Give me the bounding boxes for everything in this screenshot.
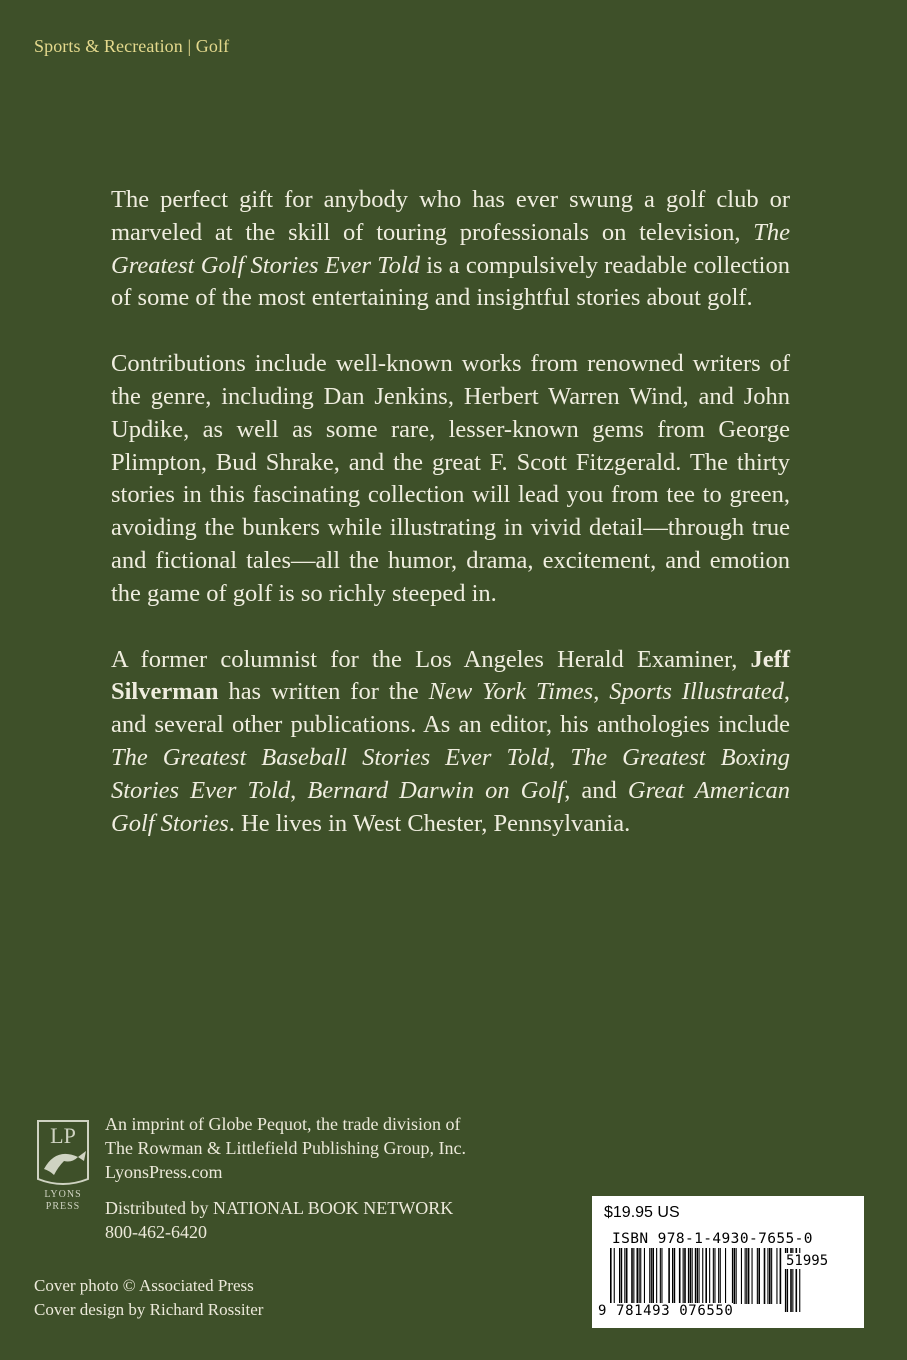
- barcode-bar: [757, 1248, 758, 1304]
- barcode-bar: [780, 1248, 782, 1304]
- barcode-bar: [649, 1248, 650, 1304]
- barcode-bar: [633, 1248, 634, 1304]
- author-name: Jeff Silverman: [111, 645, 790, 706]
- barcode-bar: [752, 1248, 753, 1304]
- barcode-bar: [626, 1248, 628, 1304]
- barcode-bar: [637, 1248, 639, 1304]
- svg-text:LYONS: LYONS: [44, 1189, 82, 1200]
- barcode-bar: [660, 1248, 661, 1304]
- barcode-bar: [702, 1248, 703, 1304]
- barcode-bar: [683, 1248, 684, 1304]
- barcode-bar: [764, 1248, 766, 1304]
- description-paragraph-2: Contributions include well-known works from renowned writers of the genre, including Dan Jenkins, Herbert Warren Wind, and John Updike, as well as some rare, lesser-known gems from George Plimpton, Bud Shrake, and the great F. Scott Fitzgerald. The thirty stories in this fascinating collection will lead you from tee to green, avoiding the bunkers while illustrating in vivid detail—through true and fictional tales—all the humor, drama, excitement, and emotion the game of golf is so richly steeped in.: [111, 350, 790, 607]
- barcode-bar: [720, 1248, 721, 1304]
- barcode-bar: [709, 1248, 710, 1304]
- barcode-bar: [688, 1248, 689, 1304]
- barcode-bar: [714, 1248, 715, 1304]
- lyons-press-logo: [34, 1117, 92, 1215]
- barcode-bar: [692, 1248, 693, 1304]
- distributor-phone: 800-462-6420: [105, 1222, 207, 1242]
- barcode-bar: [725, 1248, 726, 1304]
- barcode-label: [592, 1196, 864, 1328]
- barcode-bar: [741, 1248, 742, 1304]
- barcode-bar: [610, 1248, 612, 1304]
- publisher-website: LyonsPress.com: [105, 1162, 223, 1182]
- barcode-bar: [718, 1248, 719, 1304]
- author-bio: A former columnist for the Los Angeles Herald Examiner, Jeff Silverman has written for the New York Times, Sports Illustrated, and several other publications. As an editor, his anthologies include The Greatest Baseball Stories Ever Told, The Greatest Boxing Stories Ever Told, Bernard Darwin on Golf, and Great American Golf Stories. He lives in West Chester, Pennsylvania.: [111, 645, 790, 837]
- barcode-bar: [614, 1248, 615, 1304]
- barcode-bar: [656, 1248, 657, 1304]
- barcode-bar: [776, 1248, 777, 1304]
- barcode-bar: [713, 1248, 714, 1304]
- barcode-bar: [651, 1248, 652, 1304]
- barcode-bar: [745, 1248, 746, 1304]
- barcode-bar: [690, 1248, 692, 1304]
- imprint-line: The Rowman & Littlefield Publishing Group, Inc.: [105, 1138, 466, 1158]
- publisher-imprint: [105, 1112, 535, 1244]
- barcode-bar: [769, 1248, 771, 1304]
- barcode-bar: [699, 1248, 700, 1304]
- svg-text:PRESS: PRESS: [45, 1201, 81, 1212]
- imprint-line: An imprint of Globe Pequot, the trade division of: [105, 1114, 461, 1134]
- barcode-bar: [672, 1248, 673, 1304]
- leaping-fish-icon: [34, 1117, 92, 1215]
- cover-photo-credit: Cover photo © Associated Press: [34, 1276, 254, 1295]
- barcode-bar: [661, 1248, 662, 1304]
- barcode-bar: [619, 1248, 620, 1304]
- barcode-bar: [668, 1248, 670, 1304]
- barcode-bar: [679, 1248, 681, 1304]
- cover-design-credit: Cover design by Richard Rossiter: [34, 1300, 264, 1319]
- barcode-bar: [674, 1248, 676, 1304]
- barcode-bar: [732, 1248, 734, 1304]
- barcode-bar: [644, 1248, 645, 1304]
- barcode-bar: [640, 1248, 641, 1304]
- back-cover-description: [111, 184, 790, 873]
- barcode-bar: [624, 1248, 625, 1304]
- barcode-bar: [705, 1248, 707, 1304]
- ean-digits: 9 781493 076550: [598, 1303, 734, 1319]
- distributor: Distributed by NATIONAL BOOK NETWORK: [105, 1198, 454, 1218]
- barcode-bar: [758, 1248, 760, 1304]
- barcode-bar: [736, 1248, 737, 1304]
- barcode-bar: [697, 1248, 698, 1304]
- isbn: ISBN 978-1-4930-7655-0: [612, 1231, 813, 1247]
- barcode-bar: [748, 1248, 750, 1304]
- price: $19.95 US: [604, 1204, 680, 1221]
- barcode-bar: [684, 1248, 686, 1304]
- book-title: The Greatest Golf Stories Ever Told: [111, 218, 790, 279]
- barcode-bar: [652, 1248, 654, 1304]
- cover-credits: [34, 1274, 434, 1322]
- barcode-bar: [639, 1248, 640, 1304]
- barcode-bar: [767, 1248, 768, 1304]
- barcode-bar: [621, 1248, 623, 1304]
- barcode-bar: [746, 1248, 747, 1304]
- svg-text:LP: LP: [50, 1123, 76, 1148]
- barcode-bar: [771, 1248, 772, 1304]
- barcode-bar: [734, 1248, 735, 1304]
- barcode-bar: [695, 1248, 697, 1304]
- price-code: 51995: [786, 1253, 829, 1269]
- description-paragraph-1: The perfect gift for anybody who has ever swung a golf club or marveled at the skill of touring professionals on television, The Greatest Golf Stories Ever Told is a compulsively readable collection of some of the most entertaining and insightful stories about golf.: [111, 186, 790, 312]
- category-label: Sports & Recreation | Golf: [34, 36, 230, 56]
- barcode-bar: [631, 1248, 633, 1304]
